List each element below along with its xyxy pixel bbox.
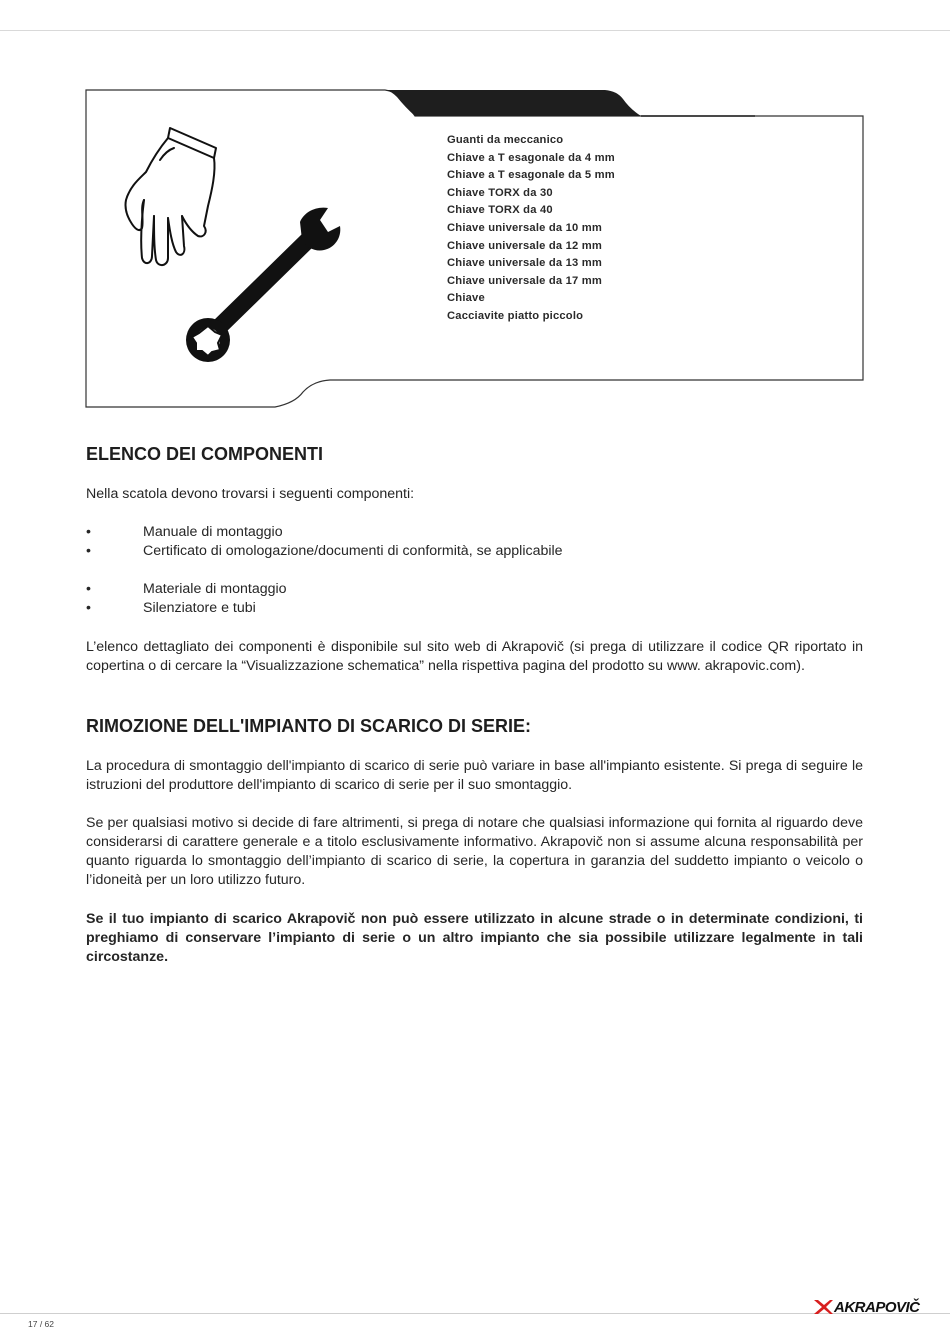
scorpion-icon bbox=[812, 1298, 834, 1316]
list-item bbox=[86, 523, 563, 542]
components-details: L’elenco dettagliato dei componenti è disponibile sul sito web di Akrapovič (si prega di utilizzare il codice QR riportato in copertina o di cercare la “Visualizzazione schematica” nella rispettiva pagina del prodotto su www. akrapovic.com). bbox=[86, 639, 863, 674]
tool-item: Chiave universale da 13 mm bbox=[447, 257, 603, 270]
bullet-glyph: • bbox=[86, 524, 91, 540]
list-item bbox=[86, 542, 563, 561]
removal-paragraph-1: La procedura di smontaggio dell'impianto di scarico di serie può variare in base all'impianto esistente. Si prega di seguire le istruzioni del produttore dell'impianto di scarico di serie per il suo smontaggio. bbox=[86, 758, 863, 793]
tool-item: Chiave universale da 10 mm bbox=[447, 221, 603, 234]
removal-heading: RIMOZIONE DELL'IMPIANTO DI SCARICO DI SERIE: bbox=[86, 716, 531, 736]
tool-item: Chiave a T esagonale da 5 mm bbox=[447, 169, 615, 182]
top-rule bbox=[0, 30, 950, 31]
tool-item: Guanti da meccanico bbox=[447, 134, 564, 146]
components-list-2 bbox=[86, 580, 287, 618]
bullet-glyph: • bbox=[86, 600, 91, 616]
components-heading: ELENCO DEI COMPONENTI bbox=[86, 444, 324, 464]
bullet-glyph: • bbox=[86, 543, 91, 559]
components-intro: Nella scatola devono trovarsi i seguenti componenti: bbox=[86, 486, 415, 502]
list-item-label: Silenziatore e tubi bbox=[143, 600, 256, 616]
tool-item: Chiave bbox=[447, 292, 485, 305]
tool-item: Chiave TORX da 30 bbox=[447, 186, 553, 199]
footer-rule bbox=[0, 1313, 950, 1314]
tool-item: Chiave universale da 17 mm bbox=[447, 274, 603, 287]
brand-name: AKRAPOVIČ bbox=[834, 1298, 920, 1316]
bullet-glyph: • bbox=[86, 581, 91, 597]
list-item-label: Certificato di omologazione/documenti di conformità, se applicabile bbox=[143, 543, 563, 559]
list-item-label: Manuale di montaggio bbox=[143, 524, 283, 540]
removal-paragraph-2: Se per qualsiasi motivo si decide di fare altrimenti, si prega di notare che qualsiasi informazione qui fornita al riguardo deve considerarsi di carattere generale e a titolo esclusivamente informativo. Akrapovič non si assume alcuna responsabilità per quanto riguarda lo smontaggio dell’impianto di scarico di serie, la copertura in garanzia del suddetto impianto o veicolo o l’idoneità per un loro utilizzo futuro. bbox=[86, 815, 863, 888]
tool-item: Chiave TORX da 40 bbox=[447, 204, 553, 217]
wrench-icon bbox=[182, 204, 347, 364]
tool-item: Chiave universale da 12 mm bbox=[447, 239, 603, 252]
components-list-1 bbox=[86, 523, 563, 561]
tool-item: Chiave a T esagonale da 4 mm bbox=[447, 151, 615, 164]
brand-logo bbox=[812, 1298, 920, 1316]
tools-list bbox=[447, 132, 615, 326]
tool-item: Cacciavite piatto piccolo bbox=[447, 309, 584, 322]
list-item bbox=[86, 580, 287, 599]
list-item bbox=[86, 599, 287, 618]
removal-warning: Se il tuo impianto di scarico Akrapovič non può essere utilizzato in alcune strade o in determinate condizioni, ti preghiamo di conservare l’impianto di serie o un altro impianto che sia possibile utilizzare legalmente in tali circostanze. bbox=[86, 911, 863, 965]
tools-panel-tab bbox=[385, 90, 641, 116]
list-item-label: Materiale di montaggio bbox=[143, 581, 287, 597]
page-number: 17 / 62 bbox=[28, 1319, 54, 1329]
